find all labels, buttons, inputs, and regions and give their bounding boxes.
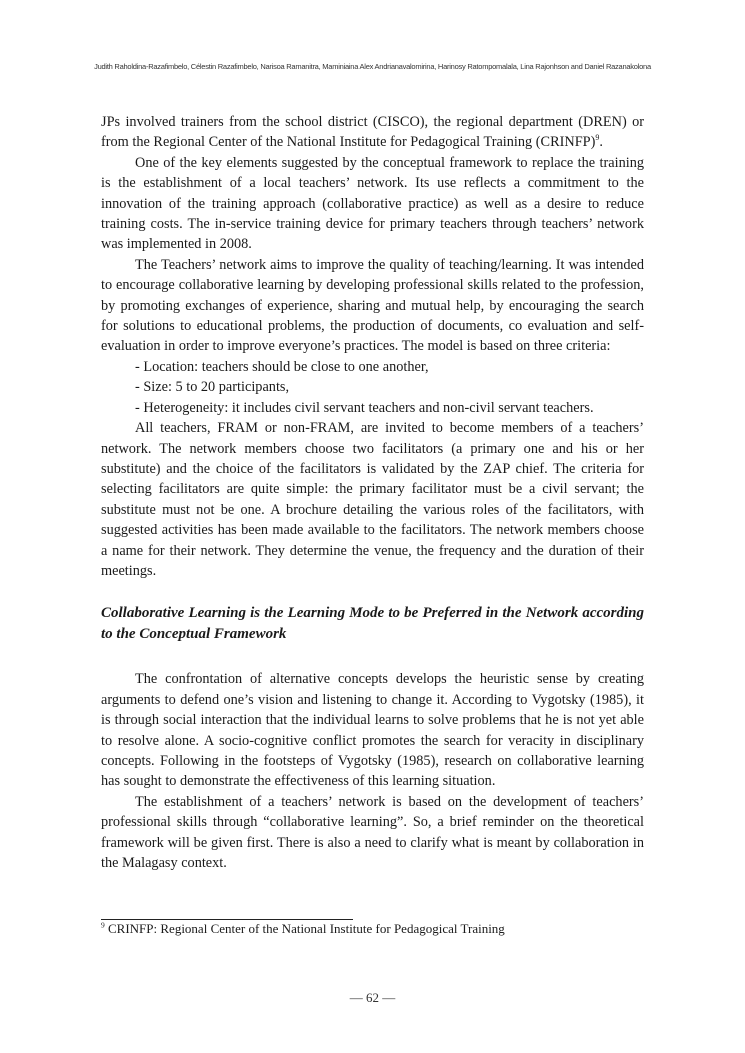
paragraph-1 (101, 112, 644, 153)
criteria-item-size: - Size: 5 to 20 participants, (135, 379, 290, 396)
footnote-text: CRINFP: Regional Center of the National Institute for Pedagogical Training (104, 921, 505, 936)
running-header: Judith Raholdina-Razafimbelo, Célestin Razafimbelo, Narisoa Ramanitra, Maminiaina Alex Andrianavalomirina, Harinosy Ratompomalala, Lina Rajonhson and Daniel Razanakolona (94, 62, 651, 71)
paragraph-1-end: . (599, 134, 603, 151)
paragraph-3: The Teachers’ network aims to improve the quality of teaching/learning. It was intended to encourage collaborative learning by developing professional skills related to the profession, by promoting exchanges of experience, sharing and mutual help, by encouraging the search for solutions to educational problems, the production of documents, co evaluation and self-evaluation in order to improve everyone’s practices. The model is based on three criteria: (101, 256, 644, 355)
footnote-number: 9 (101, 920, 105, 930)
paragraph-6: The establishment of a teachers’ network is based on the development of teachers’ professional skills through “collaborative learning”. So, a brief reminder on the theoretical framework will be given first. There is also a need to clarify what is meant by collaboration in the Malagasy context. (101, 793, 644, 871)
footnote (101, 921, 505, 937)
paragraph-1-text: JPs involved trainers from the school district (CISCO), the regional department (DREN) or from the Regional Center of the National Institute for Pedagogical Training (CRINFP) (101, 114, 644, 151)
section-heading: Collaborative Learning is the Learning Mode to be Preferred in the Network according to the Conceptual Framework (101, 605, 644, 642)
paragraph-5: The confrontation of alternative concepts develops the heuristic sense by creating arguments to defend one’s vision and listening to change it. According to Vygotsky (1985), it is through social interaction that the individual learns to solve problems that he is not yet able to resolve alone. A socio-cognitive conflict promotes the search for veracity in disciplinary concepts. Following in the footsteps of Vygotsky (1985), research on collaborative learning has sought to demonstrate the effectiveness of this learning situation. (101, 671, 644, 790)
footnote-divider (101, 919, 353, 920)
paragraph-2: One of the key elements suggested by the conceptual framework to replace the training is the establishment of a local teachers’ network. Its use reflects a commitment to the innovation of the training approach (collaborative practice) as well as a desire to reduce training costs. The in-service training device for primary teachers through teachers’ network was implemented in 2008. (101, 154, 644, 253)
criteria-item-heterogeneity: - Heterogeneity: it includes civil servant teachers and non-civil servant teachers. (135, 399, 594, 416)
paragraph-4: All teachers, FRAM or non-FRAM, are invited to become members of a teachers’ network. The network members choose two facilitators (a primary one and his or her substitute) and the choice of the facilitators is validated by the ZAP chief. The criteria for selecting facilitators are quite simple: the primary facilitator must be a civil servant; the substitute must not be one. A brochure detailing the various roles of the facilitators, with suggested activities has been made available to the facilitators. The network members choose a name for their network. They determine the venue, the frequency and the duration of their meetings. (101, 420, 644, 579)
footnote-reference[interactable]: 9 (595, 133, 600, 143)
page-number: ― 62 ― (349, 990, 396, 1005)
body-text (101, 112, 644, 873)
criteria-item-location: - Location: teachers should be close to one another, (135, 358, 429, 375)
